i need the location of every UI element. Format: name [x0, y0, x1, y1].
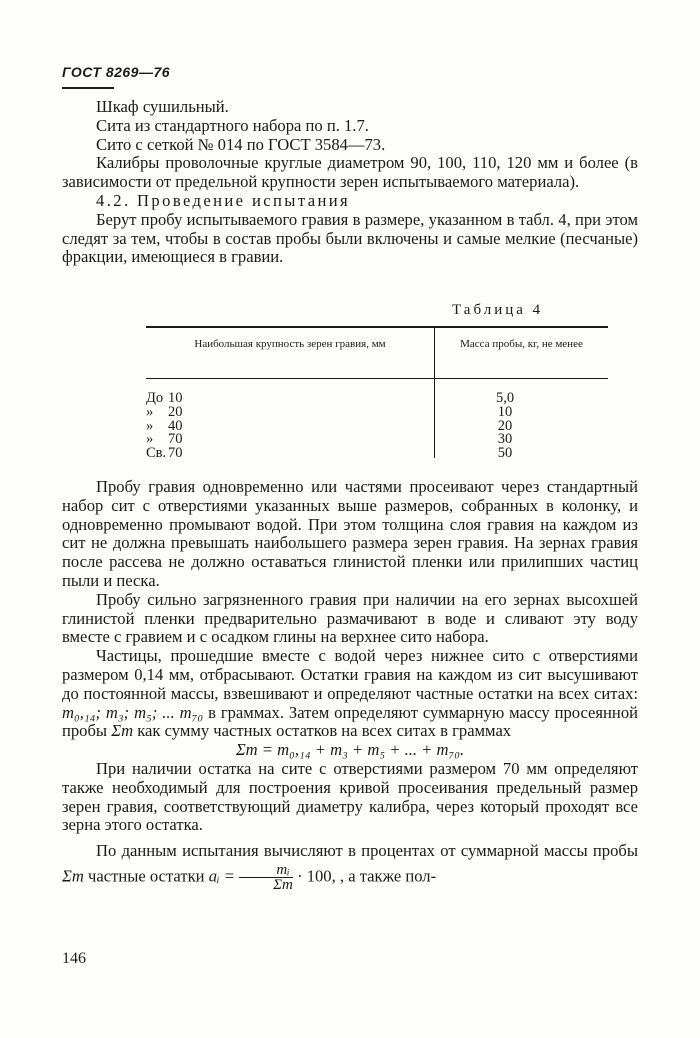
body-block [62, 478, 638, 892]
table-row: » 70 [146, 431, 183, 448]
residue-fraction: $\frac{\text{mᵢ}}{\Sigma m}$ [239, 863, 293, 892]
partial-residue-formula: aᵢ = [208, 866, 235, 886]
sample-mass-table [146, 326, 608, 462]
sum-symbol: Σm [111, 721, 134, 741]
table-cell-mass: 20 [497, 417, 513, 434]
sample-mass-column [482, 392, 528, 461]
sum-formula: Σm = m₀,₁₄ + m₃ + m₅ + ... + m₇₀. [235, 740, 465, 760]
table-cell-mass: 30 [497, 431, 513, 448]
intro-line-1: Шкаф сушильный. [96, 97, 229, 116]
intro-block [62, 98, 638, 267]
table-header-rule [146, 378, 608, 379]
intro-line-3: Сито с сеткой № 014 по ГОСТ 3584—73. [96, 134, 386, 154]
soaking-paragraph: Пробу сильно загрязненного гравия при наличии на его зернах высохшей глинистой пленки предварительно размачивают в воде и сливают эту воду вместе с гравием и с осадком глины на верхнее сито набора. [62, 589, 638, 647]
section-heading: 4.2. Проведение испытания [96, 190, 351, 210]
table-cell-mass: 50 [497, 445, 513, 462]
table-cell-mass: 5,0 [495, 390, 515, 406]
percent-paragraph: По данным испытания вычисляют в процентах от суммарной массы пробы Σm частные остатки aᵢ = $\frac{\text{mᵢ}}{\Sigma m}$ · 100, , а также пол- [62, 841, 638, 894]
take-sample-paragraph: Берут пробу испытываемого гравия в размере, указанном в табл. 4, при этом следят за тем, чтобы в состав пробы были включены и самые мелкие (песчаные) фракции, имеющиеся в гравии. [62, 209, 638, 267]
caliber-paragraph: При наличии остатка на сите с отверстиями размером 70 мм определяют также необходимый для построения кривой просеивания предельный размер зерен гравия, соответствующий диаметру калибра, через который проходят все зерна этого остатка. [62, 758, 638, 835]
grain-size-column [146, 392, 183, 461]
table-row: » 40 [146, 417, 183, 434]
table-title: Таблица 4 [452, 302, 544, 318]
table-row: » 20 [146, 403, 183, 420]
table-row: Св. 70 [146, 445, 183, 462]
residue-variables: m₀,₁₄; m₃; m₅; ... m₇₀ [62, 702, 204, 722]
residues-paragraph: Частицы, прошедшие вместе с водой через нижнее сито с отверстиями размером 0,14 мм, отбрасывают. Остатки гравия на каждом из сит высушивают до постоянной массы, взвешивают и определяют частные остатки на всех ситах: m₀,₁₄; m₃; m₅; ... m₇₀ в граммах. Затем определяют суммарную массу просеянной пробы Σm как сумму частных остатков на всех ситах в граммах [62, 646, 638, 741]
table-row: До 10 [146, 390, 183, 406]
header-rule [62, 87, 114, 89]
table-header-sample-mass: Масса пробы, кг, не менее [460, 338, 583, 350]
intro-line-2: Сита из стандартного набора по п. 1.7. [96, 115, 369, 135]
calibers-paragraph: Калибры проволочные круглые диаметром 90, 100, 110, 120 мм и более (в зависимости от предельной крупности зерен испытываемого материала). [62, 153, 638, 192]
table-header-grain-size: Наибольшая крупность зерен гравия, мм [194, 338, 386, 350]
table-top-rule [146, 326, 608, 328]
table-cell-mass: 10 [497, 403, 513, 420]
sieving-paragraph: Пробу гравия одновременно или частями просеивают через стандартный набор сит с отверстиями указанных выше размеров, собранных в колонку, и одновременно промывают водой. При этом толщина слоя гравия на каждом из сит не должна превышать наибольшего размера зерен гравия. На зернах гравия после рассева не должно оставаться глинистой пленки или прилипших частиц пыли и песка. [62, 477, 638, 590]
page-number: 146 [62, 950, 86, 967]
standard-header: ГОСТ 8269—76 [62, 64, 171, 80]
